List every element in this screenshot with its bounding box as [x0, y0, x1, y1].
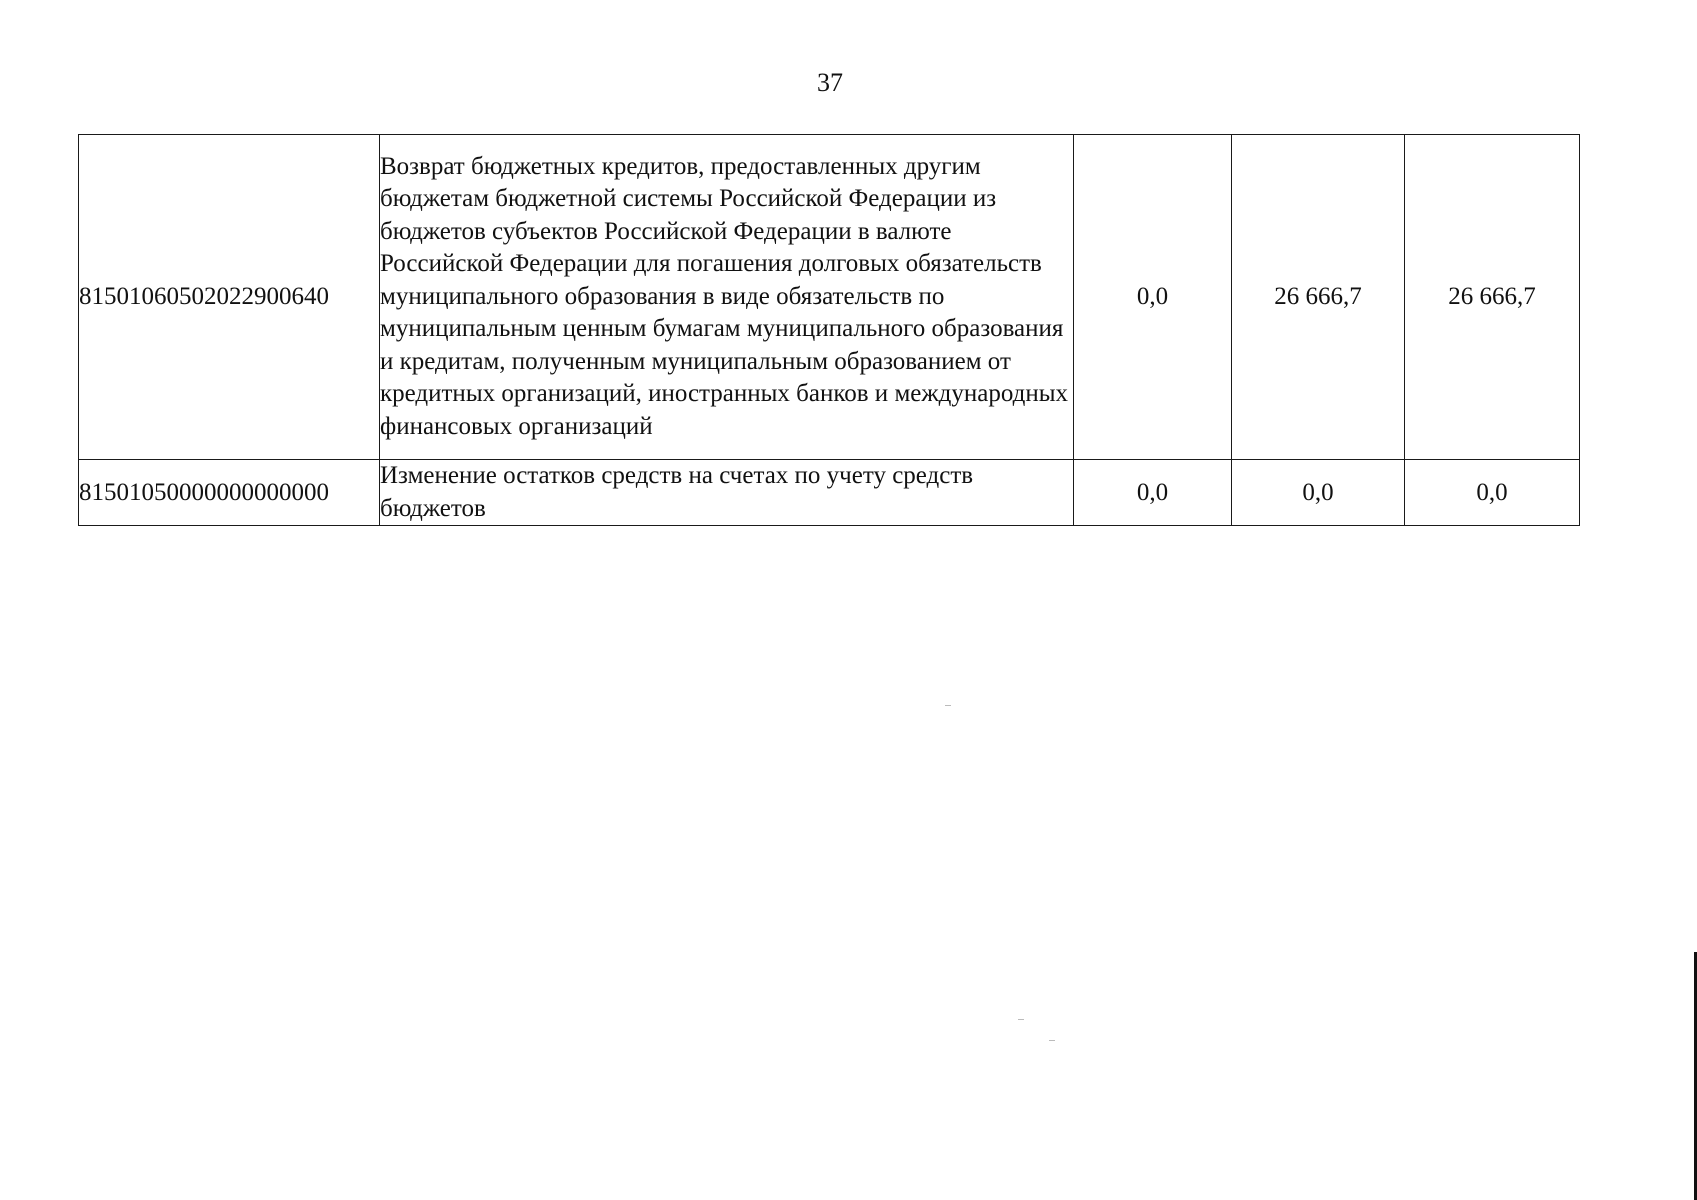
budget-sources-table	[78, 134, 1580, 526]
page-number: 37	[817, 68, 843, 97]
scan-speck	[1018, 1019, 1024, 1020]
description-cell: Возврат бюджетных кредитов, предоставленных другим бюджетам бюджетной системы Российской Федерации из бюджетов субъектов Российской Федерации в валюте Российской Федерации для погашения долговых обязательств муниципального образования в виде обязательств по муниципальным ценным бумагам муниципального образования и кредитам, полученным муниципальным образованием от кредитных организаций, иностранных банков и международных финансовых организаций	[380, 135, 1074, 460]
scan-speck	[1049, 1040, 1055, 1041]
amount-cell-3: 26 666,7	[1405, 135, 1580, 460]
table-row	[79, 460, 1580, 526]
amount-cell-1: 0,0	[1074, 135, 1232, 460]
amount-cell-2: 0,0	[1232, 460, 1405, 526]
scan-speck	[945, 705, 951, 706]
description-cell: Изменение остатков средств на счетах по учету средств бюджетов	[380, 460, 1074, 526]
budget-code-cell: 81501050000000000000	[79, 460, 380, 526]
amount-cell-1: 0,0	[1074, 460, 1232, 526]
amount-cell-2: 26 666,7	[1232, 135, 1405, 460]
amount-cell-3: 0,0	[1405, 460, 1580, 526]
table-row	[79, 135, 1580, 460]
budget-code-cell: 81501060502022900640	[79, 135, 380, 460]
